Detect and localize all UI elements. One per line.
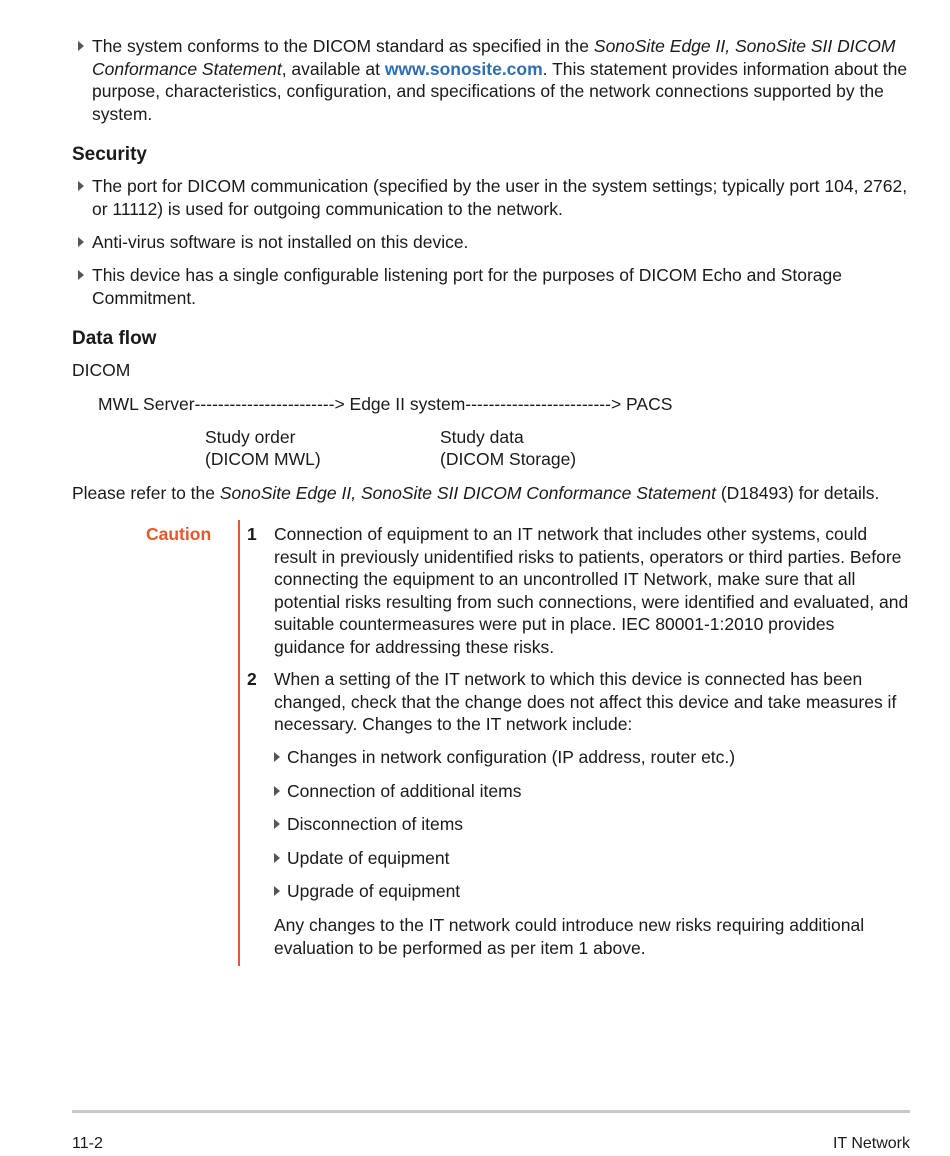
caution-closing-text: Any changes to the IT network could introduce new risks requiring additional evaluation to be performed as per item 1 above. (274, 915, 865, 958)
refer-text-italic: SonoSite Edge II, SonoSite SII DICOM Conformance Statement (219, 483, 716, 503)
caution-label: Caution (146, 524, 212, 544)
bullet-arrow-icon (274, 886, 280, 896)
study-data-sub: (DICOM Storage) (440, 449, 577, 469)
study-order-sub: (DICOM MWL) (205, 449, 321, 469)
bullet-arrow-icon (78, 181, 84, 191)
sonosite-link[interactable]: www.sonosite.com (384, 58, 543, 79)
caution-item-1-number: 1 (247, 524, 257, 544)
caution-divider (238, 520, 240, 966)
refer-text-before: Please refer to the (72, 483, 220, 503)
footer-rule (72, 1110, 910, 1113)
intro-bullet (78, 35, 910, 125)
bullet-arrow-icon (274, 819, 280, 829)
security-bullet-text: The port for DICOM communication (specified by the user in the system settings; typically port 104, 2762, or 11112) is used for outgoing communication to the network. (92, 176, 908, 219)
intro-text (92, 35, 910, 125)
intro-text-after: . This statement provides information about the purpose, characteristics, configuration, and specifications of the network connections supported by the system. (92, 58, 908, 124)
refer-text-after: (D18493) for details. (715, 483, 880, 503)
bullet-arrow-icon (274, 752, 280, 762)
caution-sub-bullet-text: Changes in network configuration (IP address, router etc.) (287, 747, 736, 767)
caution-sub-bullet-text: Upgrade of equipment (287, 881, 461, 901)
security-bullet-text: Anti-virus software is not installed on this device. (92, 232, 469, 252)
caution-sub-bullet-2 (274, 780, 910, 803)
data-flow-heading: Data flow (72, 328, 157, 349)
security-bullet-text: This device has a single configurable listening port for the purposes of DICOM Echo and Storage Commitment. (92, 265, 842, 308)
bullet-arrow-icon (78, 41, 84, 51)
intro-text-italic: SonoSite Edge II, SonoSite SII DICOM Conformance Statement (92, 36, 896, 79)
caution-sub-bullet-4 (274, 847, 910, 870)
bullet-arrow-icon (274, 853, 280, 863)
bullet-arrow-icon (78, 237, 84, 247)
page-number: 11-2 (72, 1135, 103, 1152)
intro-text-before: The system conforms to the DICOM standard as specified in the (92, 36, 594, 56)
study-data-label: Study data (440, 427, 524, 447)
caution-item-2-number: 2 (247, 669, 257, 689)
dicom-label: DICOM (72, 360, 131, 380)
intro-text-middle: , available at (281, 58, 385, 79)
caution-sub-bullet-text: Disconnection of items (287, 814, 464, 834)
bullet-arrow-icon (274, 786, 280, 796)
security-bullet-2 (78, 231, 910, 254)
caution-sub-bullet-text: Update of equipment (287, 848, 450, 868)
security-bullet-1 (78, 175, 910, 220)
caution-item-2-text: When a setting of the IT network to which this device is connected has been changed, check that the change does not affect this device and take measures if necessary. Changes to the IT network include: (274, 669, 897, 734)
study-order-label: Study order (205, 427, 296, 447)
caution-sub-bullet-1 (274, 746, 910, 769)
bullet-arrow-icon (78, 270, 84, 280)
caution-item-1-text: Connection of equipment to an IT network that includes other systems, could result in previously unidentified risks to patients, operators or third parties. Before connecting the equipment to an uncontrolled IT Network, make sure that all potential risks resulting from such connections, were identified and evaluated, and suitable countermeasures were put in place. IEC 80001-1:2010 provides guidance for addressing these risks. (274, 524, 909, 657)
data-flow-line: MWL Server------------------------> Edge II system-------------------------> PACS (98, 394, 673, 414)
security-bullet-3 (78, 264, 910, 309)
refer-text (72, 482, 879, 505)
security-heading: Security (72, 144, 147, 165)
caution-sub-bullet-3 (274, 813, 910, 836)
caution-sub-bullet-text: Connection of additional items (287, 781, 522, 801)
section-title: IT Network (832, 1135, 910, 1152)
caution-sub-bullet-5 (274, 880, 910, 903)
